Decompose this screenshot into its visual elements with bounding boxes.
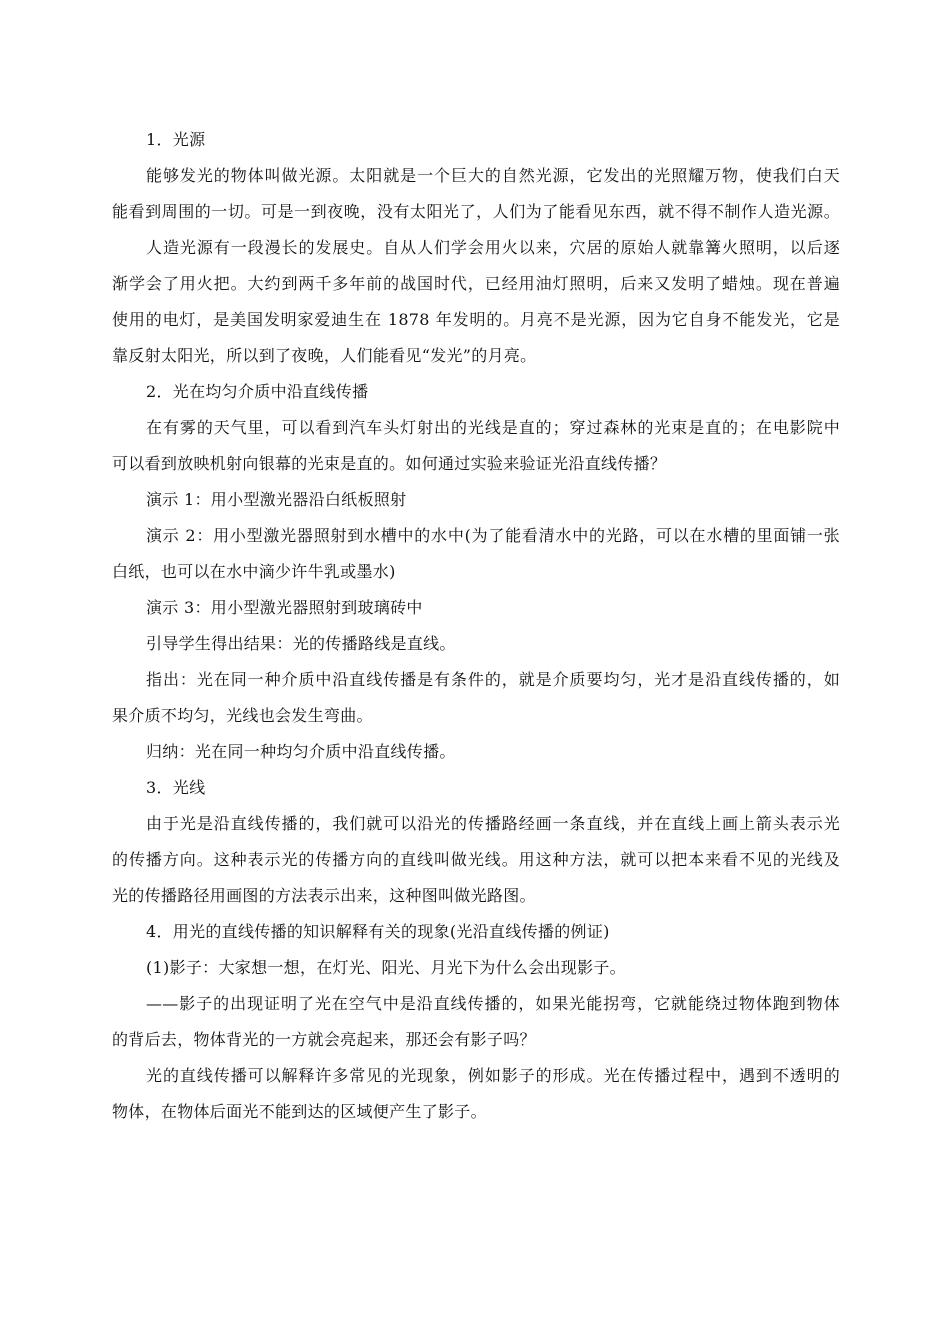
paragraph-line: 白纸，也可以在水中滴少许牛乳或墨水)	[112, 562, 396, 581]
paragraph-line: 能够发光的物体叫做光源。太阳就是一个巨大的自然光源，它发出的光照耀万物，使我们白天	[146, 166, 840, 185]
demo-line: 演示 2：用小型激光器照射到水槽中的水中(为了能看清水中的光路，可以在水槽的里面铺一张	[146, 526, 840, 545]
paragraph-line: 光的传播路径用画图的方法表示出来，这种图叫做光路图。	[112, 886, 536, 905]
document-body	[112, 122, 840, 1130]
paragraph-line: 物体，在物体后面光不能到达的区域便产生了影子。	[112, 1102, 487, 1121]
paragraph-line: ——影子的出现证明了光在空气中是沿直线传播的，如果光能拐弯，它就能绕过物体跑到物体	[146, 994, 840, 1013]
demo-line: 演示 1：用小型激光器沿白纸板照射	[146, 490, 407, 509]
paragraph-line: 由于光是沿直线传播的，我们就可以沿光的传播路经画一条直线，并在直线上画上箭头表示光	[146, 814, 840, 833]
paragraph-line: 渐学会了用火把。大约到两千多年前的战国时代，已经用油灯照明，后来又发明了蜡烛。现在普遍	[112, 274, 840, 293]
paragraph-line: 果介质不均匀，光线也会发生弯曲。	[112, 706, 373, 725]
paragraph-line: 引导学生得出结果：光的传播路线是直线。	[146, 634, 456, 653]
section-heading-light-ray: 3．光线	[146, 778, 206, 797]
paragraph-line: 光的直线传播可以解释许多常见的光现象，例如影子的形成。光在传播过程中，遇到不透明的	[146, 1066, 840, 1085]
paragraph-line: 归纳：光在同一种均匀介质中沿直线传播。	[146, 742, 456, 761]
paragraph-line: (1)影子：大家想一想，在灯光、阳光、月光下为什么会出现影子。	[146, 958, 626, 977]
paragraph-line: 可以看到放映机射向银幕的光束是直的。如何通过实验来验证光沿直线传播？	[112, 454, 667, 473]
paragraph-line: 的背后去，物体背光的一方就会亮起来，那还会有影子吗？	[112, 1030, 536, 1049]
section-heading-phenomena: 4．用光的直线传播的知识解释有关的现象(光沿直线传播的例证)	[146, 922, 610, 941]
paragraph-line: 指出：光在同一种介质中沿直线传播是有条件的，就是介质要均匀，光才是沿直线传播的，如	[146, 670, 840, 689]
paragraph-line: 在有雾的天气里，可以看到汽车头灯射出的光线是直的；穿过森林的光束是直的；在电影院中	[146, 418, 840, 437]
section-heading-light-source: 1．光源	[146, 130, 206, 149]
paragraph-line: 能看到周围的一切。可是一到夜晚，没有太阳光了，人们为了能看见东西，就不得不制作人造光源。	[112, 202, 840, 221]
paragraph-line: 人造光源有一段漫长的发展史。自从人们学会用火以来，穴居的原始人就靠篝火照明，以后逐	[146, 238, 840, 257]
demo-line: 演示 3：用小型激光器照射到玻璃砖中	[146, 598, 423, 617]
paragraph-line: 的传播方向。这种表示光的传播方向的直线叫做光线。用这种方法，就可以把本来看不见的光线及	[112, 850, 840, 869]
section-heading-straight-propagation: 2．光在均匀介质中沿直线传播	[146, 382, 369, 401]
paragraph-line: 靠反射太阳光，所以到了夜晚，人们能看见“发光”的月亮。	[112, 346, 537, 365]
paragraph-line: 使用的电灯，是美国发明家爱迪生在 1878 年发明的。月亮不是光源，因为它自身不能发光，它是	[112, 310, 840, 329]
